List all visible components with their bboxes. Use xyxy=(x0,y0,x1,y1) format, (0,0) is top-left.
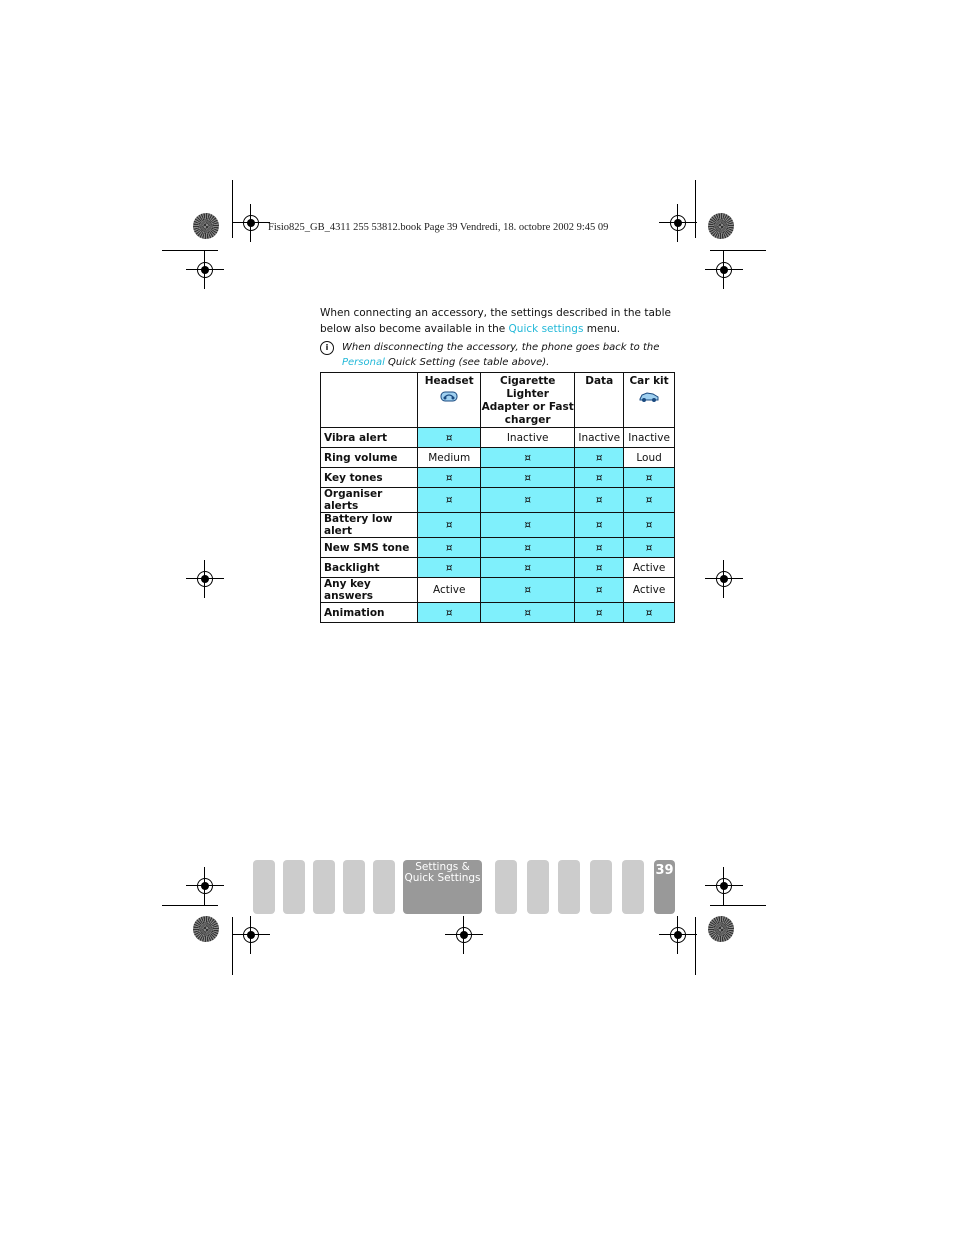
table-cell: Inactive xyxy=(575,428,624,448)
table-cell: ¤ xyxy=(481,603,575,623)
chapter-tab xyxy=(313,860,335,914)
table-header-row xyxy=(321,373,675,428)
registration-rosette-icon xyxy=(708,916,734,942)
crosshair-icon xyxy=(197,878,213,894)
table-cell: Inactive xyxy=(481,428,575,448)
table-cell: ¤ xyxy=(624,488,675,513)
chapter-tab xyxy=(373,860,395,914)
row-label: Vibra alert xyxy=(321,428,418,448)
info-circle-icon: i xyxy=(320,341,334,355)
chapter-tab xyxy=(253,860,275,914)
table-cell: ¤ xyxy=(575,558,624,578)
chapter-tab xyxy=(495,860,517,914)
table-cell: Inactive xyxy=(624,428,675,448)
table-row xyxy=(321,578,675,603)
registration-rosette-icon xyxy=(193,916,219,942)
table-cell: ¤ xyxy=(418,538,481,558)
table-cell: ¤ xyxy=(624,468,675,488)
table-cell: Active xyxy=(624,558,675,578)
crosshair-icon xyxy=(456,927,472,943)
crosshair-icon xyxy=(197,571,213,587)
table-cell: ¤ xyxy=(575,578,624,603)
row-label: Animation xyxy=(321,603,418,623)
table-cell: ¤ xyxy=(481,448,575,468)
chapter-tab xyxy=(527,860,549,914)
crosshair-icon xyxy=(716,878,732,894)
crosshair-icon xyxy=(670,927,686,943)
table-cell: ¤ xyxy=(481,538,575,558)
table-cell: ¤ xyxy=(481,513,575,538)
note-text: When disconnecting the accessory, the phone goes back to the xyxy=(342,342,660,353)
column-header-car-kit: Car kit xyxy=(624,373,675,428)
table-row xyxy=(321,428,675,448)
column-header-cigarette-lighter: Cigarette Lighter Adapter or Fast charger xyxy=(481,373,575,428)
table-cell: ¤ xyxy=(575,538,624,558)
table-row xyxy=(321,558,675,578)
table-cell: Loud xyxy=(624,448,675,468)
quick-settings-link[interactable]: Quick settings xyxy=(508,323,584,335)
crosshair-icon xyxy=(243,927,259,943)
chapter-tab xyxy=(343,860,365,914)
table-cell: ¤ xyxy=(481,468,575,488)
row-label: Battery low alert xyxy=(321,513,418,538)
table-cell: ¤ xyxy=(575,488,624,513)
chapter-tab xyxy=(590,860,612,914)
headset-icon xyxy=(440,390,458,403)
row-label: Any key answers xyxy=(321,578,418,603)
crosshair-icon xyxy=(197,262,213,278)
table-cell: ¤ xyxy=(481,558,575,578)
row-label: Key tones xyxy=(321,468,418,488)
crosshair-icon xyxy=(670,215,686,231)
table-cell: ¤ xyxy=(575,603,624,623)
table-cell: ¤ xyxy=(418,513,481,538)
table-cell: Active xyxy=(418,578,481,603)
table-cell: ¤ xyxy=(481,578,575,603)
note-text-end: Quick Setting (see table above). xyxy=(384,357,550,368)
table-cell: Medium xyxy=(418,448,481,468)
table-cell: ¤ xyxy=(575,448,624,468)
section-tab-settings: Settings & Quick Settings xyxy=(403,860,482,914)
table-cell: Active xyxy=(624,578,675,603)
page-number: 39 xyxy=(654,860,675,914)
chapter-tab xyxy=(283,860,305,914)
table-cell: ¤ xyxy=(575,468,624,488)
table-cell: ¤ xyxy=(418,488,481,513)
table-cell: ¤ xyxy=(418,603,481,623)
note-paragraph xyxy=(320,340,676,370)
row-label: Backlight xyxy=(321,558,418,578)
chapter-tab xyxy=(558,860,580,914)
intro-text: When connecting an accessory, the settings described in the table below also become available in the xyxy=(320,307,671,335)
table-row xyxy=(321,603,675,623)
row-label: Ring volume xyxy=(321,448,418,468)
accessory-settings-table xyxy=(320,372,675,623)
row-label: Organiser alerts xyxy=(321,488,418,513)
chapter-tab xyxy=(622,860,644,914)
intro-text-end: menu. xyxy=(583,323,621,335)
table-cell: ¤ xyxy=(418,558,481,578)
table-row xyxy=(321,448,675,468)
table-cell: ¤ xyxy=(418,428,481,448)
table-cell: ¤ xyxy=(624,538,675,558)
crosshair-icon xyxy=(716,571,732,587)
table-cell: ¤ xyxy=(624,513,675,538)
column-header-headset: Headset xyxy=(418,373,481,428)
table-cell: ¤ xyxy=(418,468,481,488)
table-cell: ¤ xyxy=(481,488,575,513)
car-icon xyxy=(638,390,660,403)
crosshair-icon xyxy=(243,215,259,231)
column-header-data: Data xyxy=(575,373,624,428)
personal-link[interactable]: Personal xyxy=(342,357,385,368)
registration-rosette-icon xyxy=(708,213,734,239)
table-row xyxy=(321,513,675,538)
intro-paragraph xyxy=(320,305,676,337)
table-row xyxy=(321,468,675,488)
row-label: New SMS tone xyxy=(321,538,418,558)
table-cell: ¤ xyxy=(624,603,675,623)
table-cell: ¤ xyxy=(575,513,624,538)
registration-rosette-icon xyxy=(193,213,219,239)
print-header: Fisio825_GB_4311 255 53812.book Page 39 Vendredi, 18. octobre 2002 9:45 09 xyxy=(268,222,609,233)
header-blank-cell xyxy=(321,373,418,428)
crosshair-icon xyxy=(716,262,732,278)
table-row xyxy=(321,488,675,513)
table-row xyxy=(321,538,675,558)
